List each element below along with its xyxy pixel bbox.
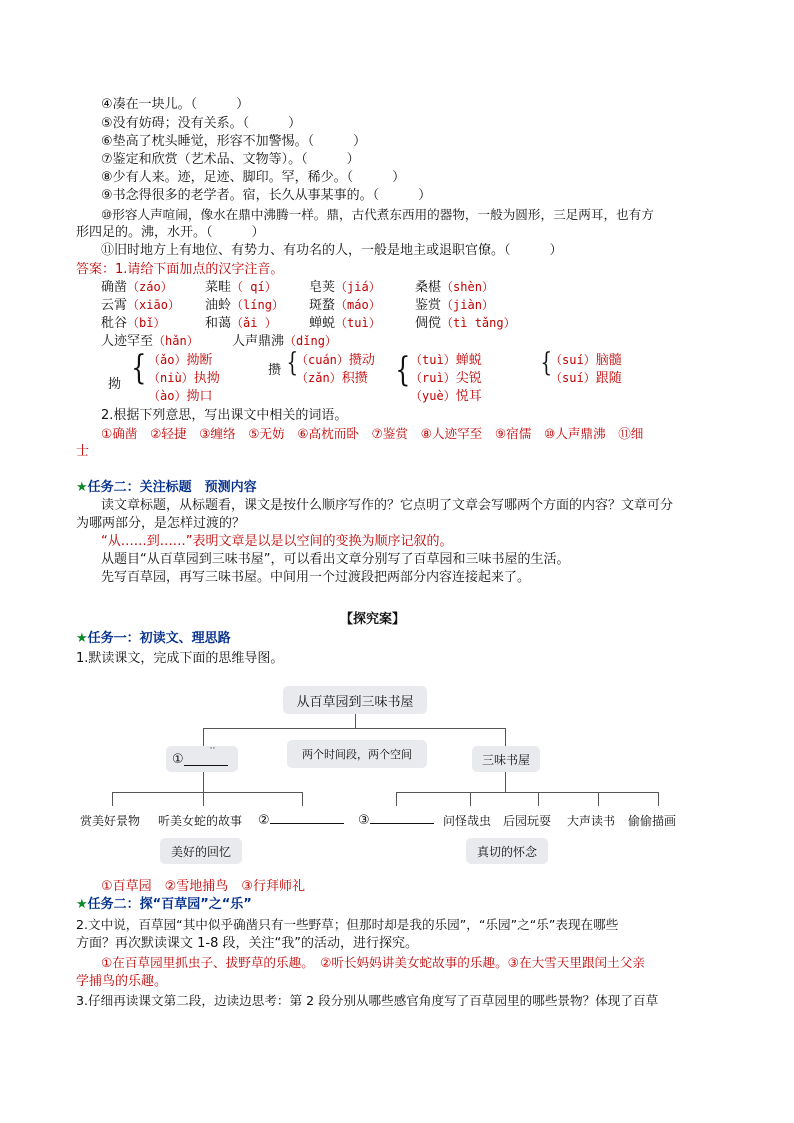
mindmap-leaf-2: 听美女蛇的故事 [158, 814, 243, 828]
explore-task2-q3: 3.仔细再读课文第二段，边读边思考：第 2 段分别从哪些感官角度写了百草园里的哪些景物？体现了百草 [76, 993, 659, 1008]
meaning-item-8: ⑧少有人来。迹，足迹、脚印。罕，稀少。（ ） [101, 170, 406, 185]
mindmap-leaf-3: ② [258, 810, 344, 828]
polyphone-ao-char: 拗 [108, 377, 122, 392]
mindmap-leaf-7: 大声读书 [567, 814, 616, 828]
mindmap-leaf-4: ③ [358, 810, 434, 828]
answer-heading: 答案：1.请给下面加点的汉字注音。 [76, 262, 284, 277]
meaning-item-4: ④凑在一块儿。（ ） [101, 97, 250, 112]
q2-answers-line1: ①确凿 ②轻捷 ③缠络 ⑤无妨 ⑥高枕而卧 ⑦鉴赏 ⑧人迹罕至 ⑨宿儒 ⑩人声鼎沸 ⑪细 [101, 426, 644, 441]
mindmap-leaf-8: 偷偷描画 [628, 814, 677, 828]
explore-task2-q2-line2: 方面？再次默读课文 1-8 段，关注“我”的活动，进行探究。 [76, 936, 418, 951]
meaning-item-6: ⑥垫高了枕头睡觉，形容不加警惕。（ ） [101, 134, 367, 149]
task2-heading: ★任务二：关注标题 预测内容 [76, 480, 257, 495]
mindmap-root: 从百草园到三味书屋 [283, 686, 427, 714]
mindmap-answer: ①百草园 ②雪地捕鸟 ③行拜师礼 [101, 879, 305, 894]
star-icon: ★ [76, 631, 88, 646]
meaning-item-11: ⑪旧时地方上有地位、有势力、有功名的人，一般是地主或退职官僚。（ ） [101, 243, 563, 258]
explore-task2-answer-line1: ①在百草园里抓虫子、拔野草的乐趣。 ②听长妈妈讲美女蛇故事的乐趣。③在大雪天里跟闰土父亲 [101, 955, 645, 970]
polyphone-zan-char: 攒 [268, 363, 282, 378]
brace-icon: { [395, 350, 411, 390]
meaning-item-10-line1: ⑩形容人声喧闹，像水在鼎中沸腾一样。鼎，古代煮东西用的器物，一般为圆形，三足两耳，也有方 [101, 207, 654, 222]
task2-para3: 先写百草园，再写三味书屋。中间用一个过渡段把两部分内容连接起来了。 [101, 570, 531, 585]
q2-heading: 2.根据下列意思，写出课文中相关的词语。 [101, 408, 348, 423]
star-icon: ★ [76, 897, 88, 912]
brace-icon: { [540, 348, 553, 378]
mindmap-center-node: 两个时间段，两个空间 [287, 740, 427, 768]
brace-icon: { [286, 348, 299, 378]
explore-task2-q2-line1: 2.文中说，百草园“其中似乎确凿只有一些野草；但那时却是我的乐园”，“乐园”之“乐”表现在哪些 [76, 917, 619, 932]
mindmap-right-node: 三味书屋 [472, 746, 540, 772]
mindmap-leaf-6: 后园玩耍 [503, 814, 552, 828]
star-icon: ★ [76, 480, 88, 495]
mindmap-bottom-right: 真切的怀念 [466, 838, 548, 864]
mindmap-bottom-left: 美好的回忆 [160, 838, 242, 864]
explore-title: 【探究案】 [340, 612, 406, 627]
task2-para1-line2: 为哪两部分，是怎样过渡的？ [76, 516, 246, 531]
explore-task1-heading: ★任务一：初读文、理思路 [76, 631, 231, 646]
q2-answers-line2: 士 [76, 444, 90, 459]
mindmap-left-node: ① ·· [166, 746, 238, 772]
meaning-item-9: ⑨书念得很多的老学者。宿，长久从事某事的。（ ） [101, 188, 432, 203]
explore-task1-q1: 1.默读课文，完成下面的思维导图。 [76, 651, 284, 666]
task2-para2: 从题目“从百草园到三味书屋”，可以看出文章分别写了百草园和三味书屋的生活。 [101, 552, 570, 567]
mindmap-leaf-1: 赏美好景物 [80, 814, 141, 828]
brace-icon: { [131, 348, 147, 388]
task2-answer: “从……到……”表明文章是以是以空间的变换为顺序记叙的。 [101, 534, 453, 549]
explore-task2-answer-line2: 学捕鸟的乐趣。 [76, 974, 168, 989]
meaning-item-5: ⑤没有妨碍；没有关系。（ ） [101, 116, 302, 131]
task2-para1-line1: 读文章标题，从标题看，课文是按什么顺序写作的？它点明了文章会写哪两个方面的内容？文章可分 [101, 498, 674, 513]
meaning-item-10-line2: 形四足的。沸，水开。（ ） [76, 225, 265, 240]
meaning-item-7: ⑦鉴定和欣赏（艺术品、文物等）。（ ） [101, 152, 360, 167]
explore-task2-heading: ★任务二：探“百草园”之“乐” [76, 897, 252, 912]
mindmap-leaf-5: 问怪哉虫 [443, 814, 492, 828]
